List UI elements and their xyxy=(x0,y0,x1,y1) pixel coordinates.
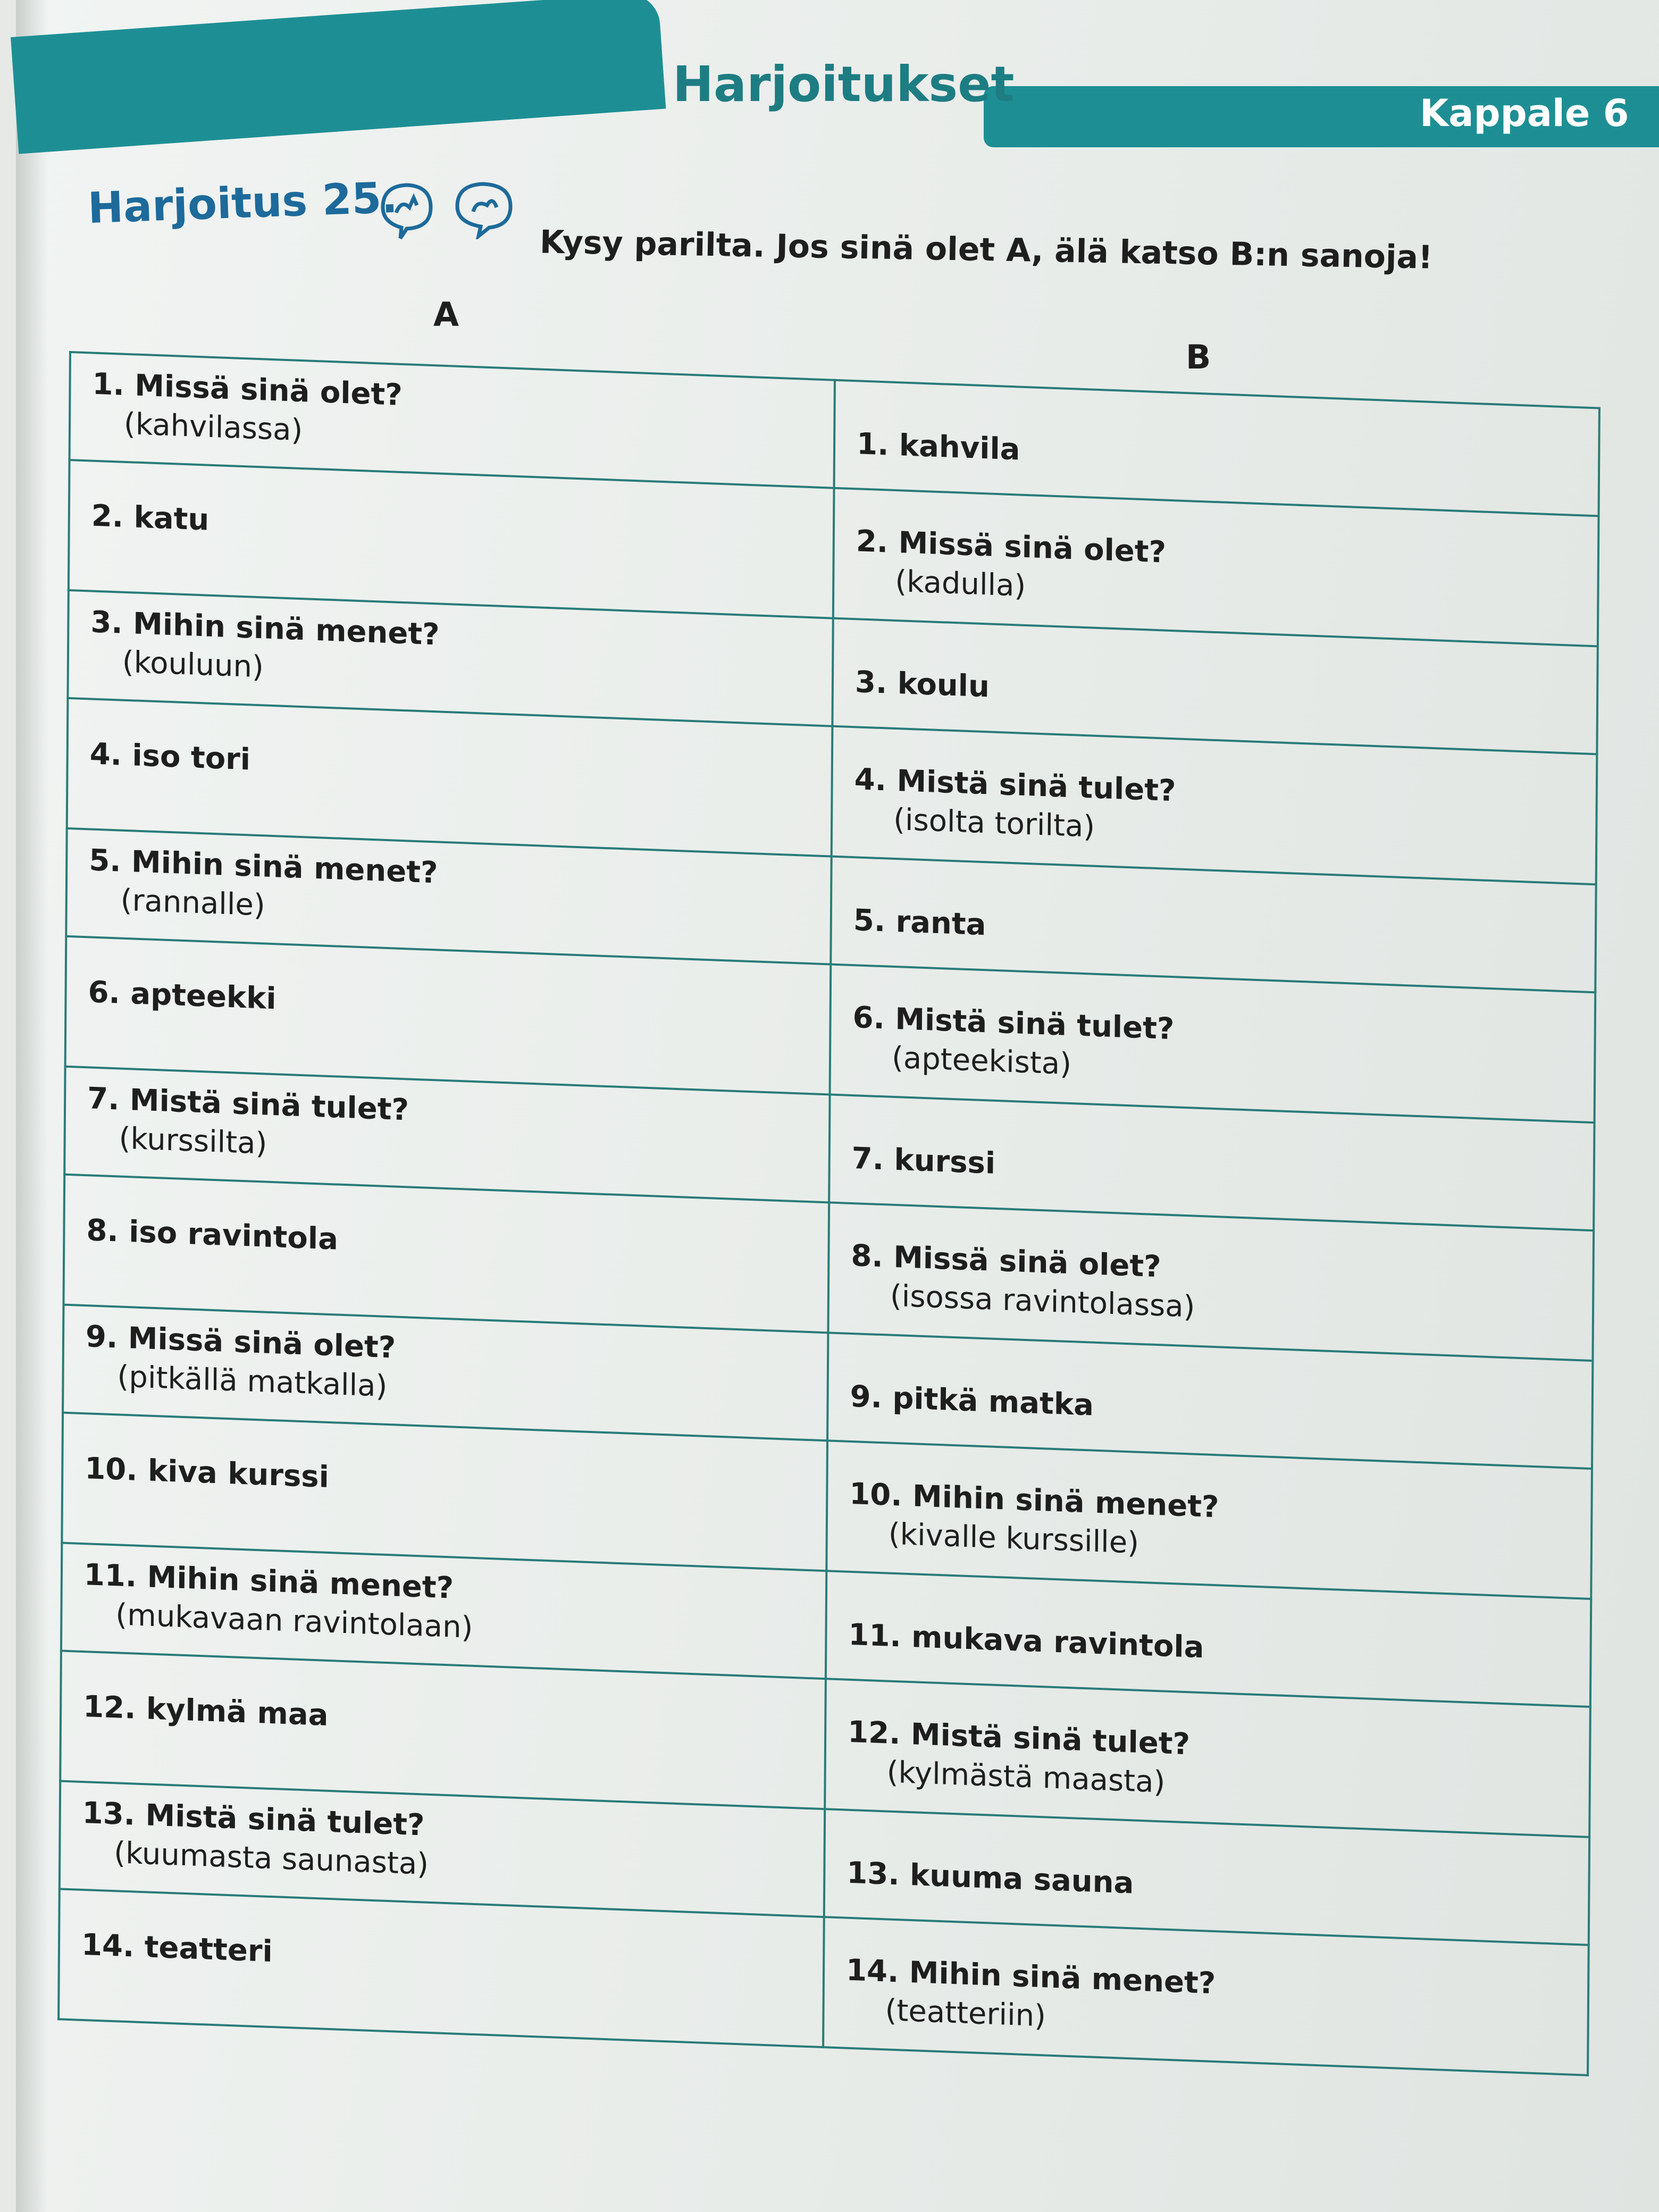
cell-a xyxy=(58,1889,824,2047)
exercise-title: Harjoitus 25. xyxy=(87,172,399,233)
word-text: 14. teatteri xyxy=(81,1927,273,1969)
page-header-title: Harjoitukset xyxy=(673,56,1015,113)
pair-talk-icons xyxy=(372,175,521,239)
exercise-instruction: Kysy parilta. Jos sinä olet A, älä katso B:n sanoja! xyxy=(539,223,1433,276)
question-text: 10. Mihin sinä menet? xyxy=(849,1476,1219,1524)
question-text: 5. Mihin sinä menet? xyxy=(89,843,438,891)
answer-text: (isolta torilta) xyxy=(893,802,1095,844)
column-header-a: A xyxy=(433,295,459,334)
answer-text: (kylmästä maasta) xyxy=(886,1755,1166,1800)
question-text: 3. Mihin sinä menet? xyxy=(90,605,440,652)
column-header-b: B xyxy=(1186,338,1211,376)
word-text: 3. koulu xyxy=(854,665,990,705)
word-text: 12. kylmä maa xyxy=(82,1689,329,1733)
word-text: 4. iso tori xyxy=(89,736,251,777)
question-text: 4. Mistä sinä tulet? xyxy=(854,761,1176,808)
answer-text: (mukavaan ravintolaan) xyxy=(115,1597,473,1645)
question-text: 14. Mihin sinä menet? xyxy=(845,1953,1216,2001)
word-text: 11. mukava ravintola xyxy=(848,1617,1204,1665)
question-text: 12. Mistä sinä tulet? xyxy=(847,1714,1191,1762)
pair-talk-icon xyxy=(383,185,431,238)
question-text: 13. Mistä sinä tulet? xyxy=(82,1795,425,1843)
word-text: 9. pitkä matka xyxy=(850,1379,1094,1423)
cell-b xyxy=(823,1917,1589,2075)
word-text: 1. kahvila xyxy=(856,426,1020,467)
question-text: 9. Missä sinä olet? xyxy=(85,1319,396,1365)
word-text: 5. ranta xyxy=(853,903,986,943)
word-text: 2. katu xyxy=(91,498,210,538)
question-text: 7. Mistä sinä tulet? xyxy=(87,1081,409,1128)
question-text: 6. Mistä sinä tulet? xyxy=(852,1000,1175,1046)
question-text: 11. Mihin sinä menet? xyxy=(83,1557,454,1606)
answer-text: (kahvilassa) xyxy=(123,406,303,448)
chapter-label: Kappale 6 xyxy=(1420,91,1629,135)
pair-talk-icon xyxy=(457,184,510,236)
word-text: 10. kiva kurssi xyxy=(85,1451,330,1495)
word-text: 13. kuuma sauna xyxy=(847,1855,1134,1901)
answer-text: (isossa ravintolassa) xyxy=(890,1278,1195,1325)
answer-text: (pitkällä matkalla) xyxy=(117,1359,388,1404)
word-text: 7. kurssi xyxy=(851,1141,996,1181)
answer-text: (apteekista) xyxy=(891,1040,1072,1082)
word-text: 6. apteekki xyxy=(88,974,276,1016)
question-text: 1. Missä sinä olet? xyxy=(92,366,403,413)
answer-text: (kurssilta) xyxy=(119,1121,267,1161)
exercise-table-body xyxy=(58,352,1599,2075)
answer-text: (kuumasta saunasta) xyxy=(114,1836,429,1882)
answer-text: (rannalle) xyxy=(120,883,265,923)
answer-text: (teatteriin) xyxy=(885,1992,1046,2033)
answer-text: (kadulla) xyxy=(895,564,1026,604)
exercise-table xyxy=(57,351,1601,2076)
answer-text: (kouluun) xyxy=(122,644,264,685)
answer-text: (kivalle kurssille) xyxy=(888,1516,1139,1561)
question-text: 2. Missä sinä olet? xyxy=(856,523,1167,570)
question-text: 8. Missä sinä olet? xyxy=(851,1238,1161,1284)
word-text: 8. iso ravintola xyxy=(86,1212,339,1257)
spine-shadow xyxy=(16,0,48,2212)
